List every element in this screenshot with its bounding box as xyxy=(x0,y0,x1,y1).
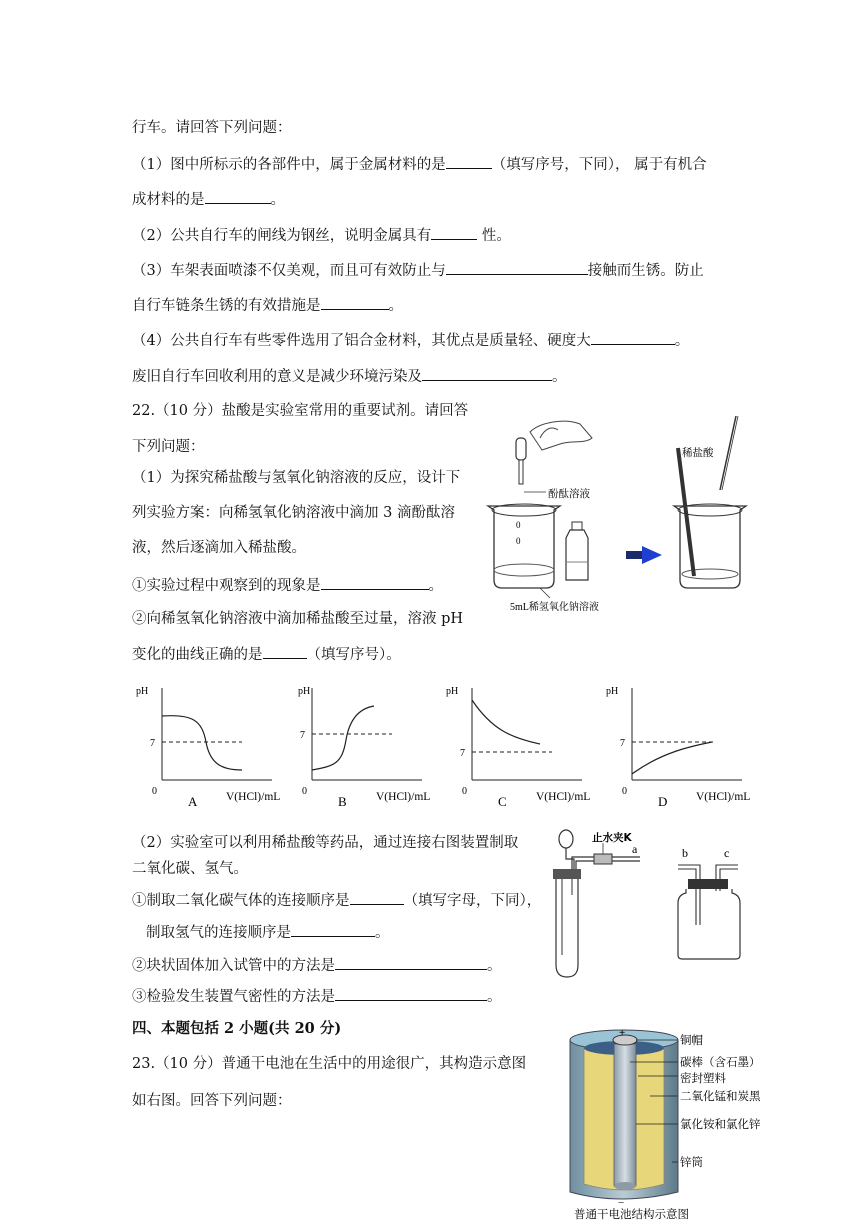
q21-p1-text-b: （填写序号，下同）， 属于有机合 xyxy=(491,157,707,173)
answer-blank[interactable] xyxy=(263,644,307,659)
x-axis-label: V(HCl)/mL xyxy=(536,791,591,803)
ph-curve xyxy=(312,706,374,770)
q21-p3-text-b: 接触而生锈。防止 xyxy=(587,263,704,279)
q21-part1-line2 xyxy=(132,189,285,210)
q22-title-line2: 下列问题： xyxy=(132,439,205,455)
q21-p4-text-a: （4）公共自行车有些零件选用了铝合金材料，其优点是质量轻、硬度大 xyxy=(132,333,591,349)
q22-s2-text-c: （填写序号）。 xyxy=(306,647,401,663)
test-tube-icon xyxy=(556,875,578,977)
answer-blank[interactable] xyxy=(591,330,675,345)
dropper-bulb-icon xyxy=(516,438,526,460)
q21-p4-text-b: 。 xyxy=(674,333,690,349)
reagent-bottle-icon xyxy=(566,530,588,580)
answer-blank[interactable] xyxy=(335,955,487,970)
q21-p4-text-d: 。 xyxy=(552,369,567,385)
answer-blank[interactable] xyxy=(422,366,552,381)
q21-p2-text-b: 性。 xyxy=(477,228,511,244)
label-seal: 密封塑料 xyxy=(680,1071,726,1085)
q22-t1-text-d: 。 xyxy=(375,925,390,941)
label-c: c xyxy=(724,846,730,860)
ph-graphs xyxy=(126,680,786,814)
arrow-icon xyxy=(626,551,642,559)
q22-t2 xyxy=(132,955,502,976)
q21-p2-text-a: （2）公共自行车的闸线为钢丝，说明金属具有 xyxy=(132,228,432,244)
q22-p1-line3: 液，然后逐滴加入稀盐酸。 xyxy=(132,540,306,556)
q22-sub2-line2 xyxy=(132,644,401,665)
q22-t2-text-b: 。 xyxy=(487,958,502,974)
stopper-icon xyxy=(553,869,581,879)
label-carbon-rod: 碳棒（含石墨） xyxy=(680,1055,761,1069)
hand-icon xyxy=(530,421,592,450)
answer-blank[interactable] xyxy=(335,986,487,1001)
graph-letter: B xyxy=(338,794,347,809)
graph-letter: C xyxy=(498,794,507,809)
q22-p1-line2: 列实验方案：向稀氢氧化钠溶液中滴加 3 滴酚酞溶 xyxy=(132,505,455,521)
origin-label: 0 xyxy=(462,786,467,797)
q22-title-line1: 22.（10 分）盐酸是实验室常用的重要试剂。请回答 xyxy=(132,403,469,419)
answer-blank[interactable] xyxy=(205,189,271,204)
label-zinc: 锌筒 xyxy=(680,1155,703,1169)
label-copper-cap: 铜帽 xyxy=(680,1033,703,1047)
x-axis-label: V(HCl)/mL xyxy=(376,791,431,803)
y-axis-label: pH xyxy=(298,686,311,697)
label-nh4cl: 氯化铵和氯化锌 xyxy=(680,1117,761,1131)
q22-t3-text-b: 。 xyxy=(487,989,502,1005)
label-b: b xyxy=(682,846,688,860)
plus-sign: + xyxy=(619,1027,626,1039)
tick-7: 7 xyxy=(620,738,625,749)
q22-t1-text-c: 制取氢气的连接顺序是 xyxy=(146,925,291,941)
q22-s2-text-b: 变化的曲线正确的是 xyxy=(132,647,263,663)
answer-blank[interactable] xyxy=(321,575,429,590)
answer-blank[interactable] xyxy=(446,260,588,275)
q22-sub1 xyxy=(132,575,443,596)
origin-label: 0 xyxy=(622,786,627,797)
tick-7: 7 xyxy=(150,738,155,749)
apparatus-figure xyxy=(550,825,750,980)
q21-cont: 行车。请回答下列问题： xyxy=(132,120,292,136)
svg-text:0: 0 xyxy=(516,536,521,546)
origin-label: 0 xyxy=(302,786,307,797)
graph-letter: A xyxy=(188,794,198,809)
y-axis-label: pH xyxy=(136,686,149,697)
q22-p2-line1: （2）实验室可以利用稀盐酸等药品，通过连接右图装置制取 xyxy=(132,835,519,851)
q22-p1-line1: （1）为探究稀盐酸与氢氧化钠溶液的反应，设计下 xyxy=(132,470,461,486)
funnel-bulb-icon xyxy=(559,830,573,848)
q22-s1-text-a: ①实验过程中观察到的现象是 xyxy=(132,578,321,594)
hcl-dropper-icon xyxy=(720,416,736,490)
answer-blank[interactable] xyxy=(431,225,477,240)
q21-p1-text-d: 。 xyxy=(270,192,285,208)
q22-t1-line1 xyxy=(132,890,541,911)
q23-line1: 23.（10 分）普通干电池在生活中的用途很广，其构造示意图 xyxy=(132,1056,527,1072)
label-mno2: 二氧化锰和炭黑 xyxy=(680,1089,761,1103)
battery-caption: 普通干电池结构示意图 xyxy=(574,1207,689,1221)
ph-curve xyxy=(162,716,242,770)
gas-bottle-icon xyxy=(678,889,740,959)
q22-s1-text-b: 。 xyxy=(428,578,443,594)
q22-t3-text-a: ③检验发生装置气密性的方法是 xyxy=(132,989,335,1005)
q21-part4-line1 xyxy=(132,330,689,351)
clamp-k-icon xyxy=(594,854,612,864)
q21-p3-text-c: 自行车链条生锈的有效措施是 xyxy=(132,298,321,314)
q22-p2-line2: 二氧化碳、氢气。 xyxy=(132,861,248,877)
tick-7: 7 xyxy=(460,748,465,759)
label-hcl: 稀盐酸 xyxy=(682,448,714,459)
tick-7: 7 xyxy=(300,730,305,741)
q21-part3-line1 xyxy=(132,260,704,281)
battery-figure xyxy=(560,1020,785,1222)
svg-text:0: 0 xyxy=(516,520,521,530)
q21-p1-text-a: （1）图中所标示的各部件中，属于金属材料的是 xyxy=(132,157,446,173)
label-phenolphthalein: 酚酞溶液 xyxy=(548,489,590,500)
label-a: a xyxy=(632,842,638,856)
origin-label: 0 xyxy=(152,786,157,797)
graph-letter: D xyxy=(658,794,668,809)
q21-p1-text-c: 成材料的是 xyxy=(132,192,205,208)
y-axis-label: pH xyxy=(606,686,619,697)
label-naoh: 5mL稀氢氧化钠溶液 xyxy=(510,602,599,613)
q21-part4-line2 xyxy=(132,366,567,387)
minus-sign: − xyxy=(618,1197,625,1209)
q21-part2 xyxy=(132,225,511,246)
ph-curve xyxy=(632,742,712,774)
q22-t1-text-a: ①制取二氧化碳气体的连接顺序是 xyxy=(132,893,350,909)
q21-p3-text-d: 。 xyxy=(388,298,403,314)
y-axis-label: pH xyxy=(446,686,459,697)
x-axis-label: V(HCl)/mL xyxy=(696,791,751,803)
experiment-figure xyxy=(480,410,770,620)
q21-part3-line2 xyxy=(132,295,403,316)
x-axis-label: V(HCl)/mL xyxy=(226,791,281,803)
q23-line2: 如右图。回答下列问题： xyxy=(132,1093,292,1109)
q22-t1-line2 xyxy=(146,922,390,943)
dropper-tube-icon xyxy=(519,460,523,484)
q22-t2-text-a: ②块状固体加入试管中的方法是 xyxy=(132,958,335,974)
answer-blank[interactable] xyxy=(350,890,404,905)
q21-p4-text-c: 废旧自行车回收利用的意义是减少环境污染及 xyxy=(132,369,422,385)
q22-t3 xyxy=(132,986,502,1007)
q22-sub2-line1: ②向稀氢氧化钠溶液中滴加稀盐酸至过量，溶液 pH xyxy=(132,611,464,627)
section-4-heading: 四、本题包括 2 小题(共 20 分) xyxy=(132,1020,342,1037)
answer-blank[interactable] xyxy=(291,922,375,937)
bottle-stopper-icon xyxy=(688,879,728,889)
carbon-rod-icon xyxy=(614,1044,636,1186)
q21-p3-text-a: （3）车架表面喷漆不仅美观，而且可有效防止与 xyxy=(132,263,446,279)
q22-t1-text-b: （填写字母，下同）， xyxy=(403,893,542,909)
answer-blank[interactable] xyxy=(321,295,389,310)
q21-part1-line1 xyxy=(132,154,707,175)
ph-curve xyxy=(472,700,540,744)
label-clamp: 止水夹K xyxy=(592,832,632,844)
answer-blank[interactable] xyxy=(446,154,492,169)
